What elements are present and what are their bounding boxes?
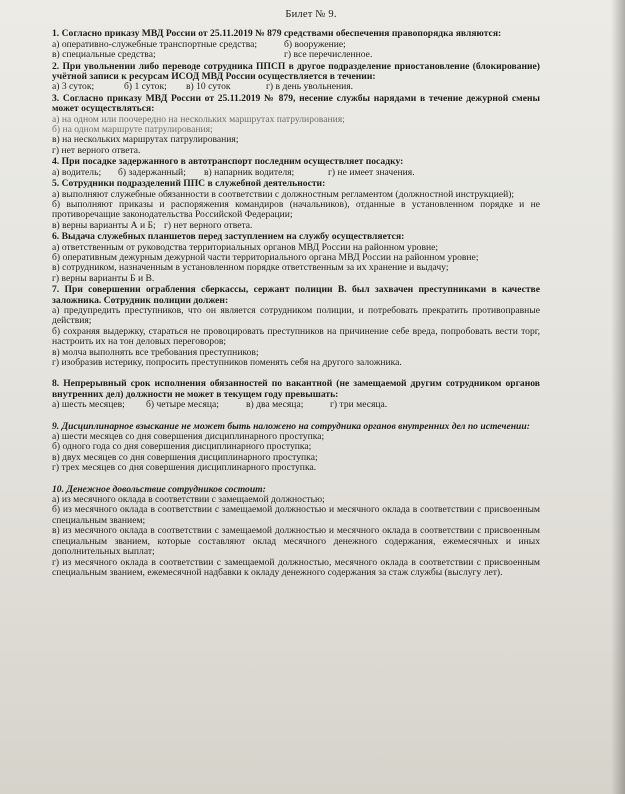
option-c: в) два месяца; xyxy=(246,399,304,411)
ticket-content xyxy=(52,10,540,579)
option-b: б) одного года со дня совершения дисциплинарного проступка; xyxy=(52,441,312,453)
option-d: г) не имеет значения. xyxy=(328,166,415,178)
question-1 xyxy=(52,29,540,60)
option-b: б) из месячного оклада в соответствии с замещаемой должностью и месячного оклада в соответствии с присвоенным специальным званием; xyxy=(52,504,540,526)
option-c: в) верны варианты А и Б; xyxy=(52,219,156,231)
option-a: а) шесть месяцев; xyxy=(52,399,125,411)
option-a: а) оперативно-служебные транспортные средства; xyxy=(52,38,258,50)
option-d: г) изобразив истерику, попросить преступников поменять себя на другого заложника. xyxy=(52,357,402,368)
option-c: в) из месячного оклада в соответствии с замещаемой должностью и месячного оклада в соответствии с присвоенным специальным званием, которые составляют оклад месячного денежного содержания, ежемесячных и иных дополнительных выплат; xyxy=(52,525,540,558)
option-b: б) 1 суток; xyxy=(124,81,167,93)
paper-edge-shadow xyxy=(611,0,625,794)
option-c: в) молча выполнять все требования преступников; xyxy=(52,346,259,358)
question-text: 8. Непрерывный срок исполнения обязанностей по вакантной (не замещаемой другим сотрудником органов внутренних дел) должности не может в текущем году превышать: xyxy=(52,378,540,400)
option-d: г) трех месяцев со дня совершения дисциплинарного проступка. xyxy=(52,462,317,474)
option-c: в) 10 суток xyxy=(186,81,231,93)
option-c: в) сотрудником, назначенным в установленном порядке ответственным за их хранение и выдачу; xyxy=(52,262,449,274)
option-a: а) на одном или поочередно на нескольких маршрутах патрулирования; xyxy=(52,113,345,125)
option-a: а) ответственным от руководства территориальных органов МВД России на районном уровне; xyxy=(52,241,439,253)
option-c: в) двух месяцев со дня совершения дисциплинарного проступка; xyxy=(52,451,318,463)
question-10 xyxy=(52,485,540,579)
question-text: 9. Дисциплинарное взыскание не может быть наложено на сотрудника органов внутренних дел по истечении: xyxy=(52,420,530,432)
question-text: 4. При посадке задержанного в автотранспорт последним осуществляет посадку: xyxy=(52,156,404,168)
option-d: г) все перечисленное. xyxy=(284,49,373,61)
question-4 xyxy=(52,157,540,178)
option-b: б) на одном маршруте патрулирования; xyxy=(52,124,213,136)
question-8 xyxy=(52,379,540,410)
question-3 xyxy=(52,94,540,156)
option-d: г) нет верного ответа. xyxy=(164,219,253,231)
option-a: а) предупредить преступников, что он является сотрудником полиции, и потребовать прекратить противоправные действия; xyxy=(52,304,540,327)
option-b: б) выполняют приказы и распоряжения командиров (начальников), отданные в установленном порядке и не противоречащие законодательства Российской Федерации; xyxy=(52,198,540,221)
option-a: а) из месячного оклада в соответствии с замещаемой должностью; xyxy=(52,494,325,506)
option-d: г) три месяца. xyxy=(330,399,388,411)
question-5 xyxy=(52,179,540,231)
option-c: в) специальные средства; xyxy=(52,49,156,61)
option-a: а) водитель; xyxy=(52,166,102,178)
question-text: 6. Выдача служебных планшетов перед заступлением на службу осуществляется: xyxy=(52,231,405,243)
question-2 xyxy=(52,62,540,93)
option-d: г) нет верного ответа. xyxy=(52,144,141,156)
ticket-title: Билет № 9. xyxy=(285,9,337,20)
question-text: 7. При совершении ограбления сберкассы, сержант полиции В. был захвачен преступниками в качестве заложника. Сотрудник полиции должен: xyxy=(52,284,540,306)
option-a: а) выполняют служебные обязанности в соответствии с должностным регламентом (должностной инструкцией); xyxy=(52,188,515,200)
option-b: б) задержанный; xyxy=(118,166,186,178)
option-d: г) из месячного оклада в соответствии с замещаемой должностью, месячного оклада в соответствии с присвоенным специальным званием, ежемесячной надбавки к окладу денежного содержания за стаж службы (выслугу лет). xyxy=(52,556,540,578)
question-9 xyxy=(52,422,540,474)
question-6 xyxy=(52,232,540,284)
option-a: а) шести месяцев со дня совершения дисциплинарного проступка; xyxy=(52,431,325,443)
option-b: б) четыре месяца; xyxy=(146,399,219,411)
question-text: 10. Денежное довольствие сотрудников состоит: xyxy=(52,483,266,495)
option-b: б) сохраняя выдержку, стараться не провоцировать преступников на причинение себе вреда, попробовать вести торг, настроить их на тон деловых переговоров; xyxy=(52,325,540,348)
option-d: г) верны варианты Б и В. xyxy=(52,272,155,284)
option-a: а) 3 суток; xyxy=(52,81,95,93)
option-d: г) в день увольнения. xyxy=(266,81,354,93)
option-c: в) на нескольких маршрутах патрулирования; xyxy=(52,134,239,146)
option-c: в) напарник водителя; xyxy=(204,166,295,178)
option-b: б) оперативным дежурным дежурной части территориального органа МВД России на районном уровне; xyxy=(52,251,479,263)
question-text: 2. При увольнении либо переводе сотрудника ППСП в другое подразделение приостановление (блокирование) учётной записи к ресурсам ИСОД МВД России осуществляется в течении: xyxy=(52,60,540,83)
question-text: 5. Сотрудники подразделений ППС в служебной деятельности: xyxy=(52,178,326,190)
question-text: 3. Согласно приказу МВД России от 25.11.2019 № 879, несение службы нарядами в течение дежурной смены может осуществляться: xyxy=(52,92,540,115)
question-text: 1. Согласно приказу МВД России от 25.11.2019 № 879 средствами обеспечения правопорядка являются: xyxy=(52,28,502,40)
question-7 xyxy=(52,285,540,368)
option-b: б) вооружение; xyxy=(284,38,346,50)
